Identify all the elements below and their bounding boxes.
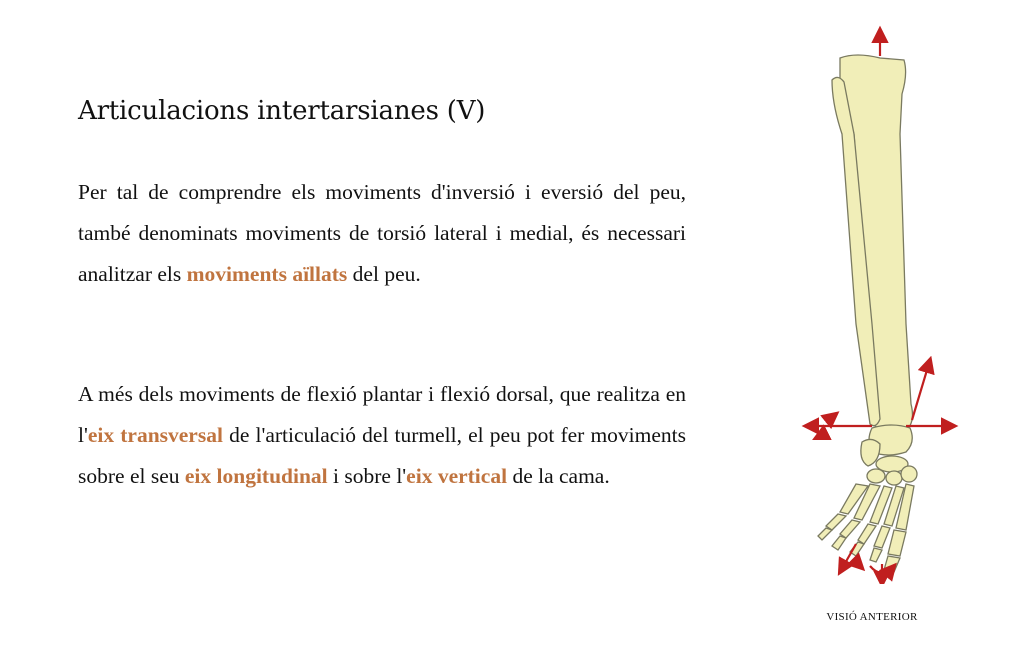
rotation-arrow — [854, 560, 862, 568]
highlight-eix-longitudinal: eix longitudinal — [184, 464, 328, 488]
paragraph-axes — [78, 374, 686, 497]
page-title: Articulacions intertarsianes (V) — [78, 96, 486, 126]
phalanx-bone — [818, 528, 832, 540]
cuboid-bone — [901, 466, 917, 482]
paragraph-intro — [78, 172, 686, 295]
phalanx-bone — [870, 548, 882, 562]
cuneiform-bone — [886, 471, 902, 485]
paragraph-text: del peu. — [347, 262, 421, 286]
phalanx-bone — [840, 520, 860, 538]
rotation-arrow — [816, 434, 824, 438]
phalanx-bone — [832, 536, 846, 550]
figure-caption: VISIÓ ANTERIOR — [826, 611, 918, 623]
paragraph-text: i sobre l' — [327, 464, 407, 488]
oblique-axis-arrow — [912, 360, 930, 420]
leg-foot-skeleton-illustration — [796, 24, 966, 584]
paragraph-text: A més dels moviments de flexió plantar i flexió dorsal, que realitza en l' — [78, 382, 686, 447]
phalanx-bone — [874, 526, 890, 548]
phalanx-bone — [888, 530, 906, 556]
phalanx-bone — [858, 524, 876, 544]
highlight-moviments-aillats: moviments aïllats — [186, 262, 348, 286]
longitudinal-axis-arrow — [840, 544, 856, 572]
cuneiform-bone — [867, 469, 885, 483]
rotation-arrow — [826, 414, 836, 422]
highlight-eix-transversal: eix transversal — [87, 423, 223, 447]
phalanx-bone — [826, 514, 846, 530]
paragraph-text: de la cama. — [507, 464, 610, 488]
paragraph-text: Per tal de comprendre els moviments d'inversió i eversió del peu, també denominats moviments de torsió lateral i medial, és necessari analitzar els — [78, 180, 686, 286]
paragraph-text: de l'articulació del turmell, el peu pot fer moviments sobre el seu — [78, 423, 687, 488]
highlight-eix-vertical: eix vertical — [406, 464, 508, 488]
